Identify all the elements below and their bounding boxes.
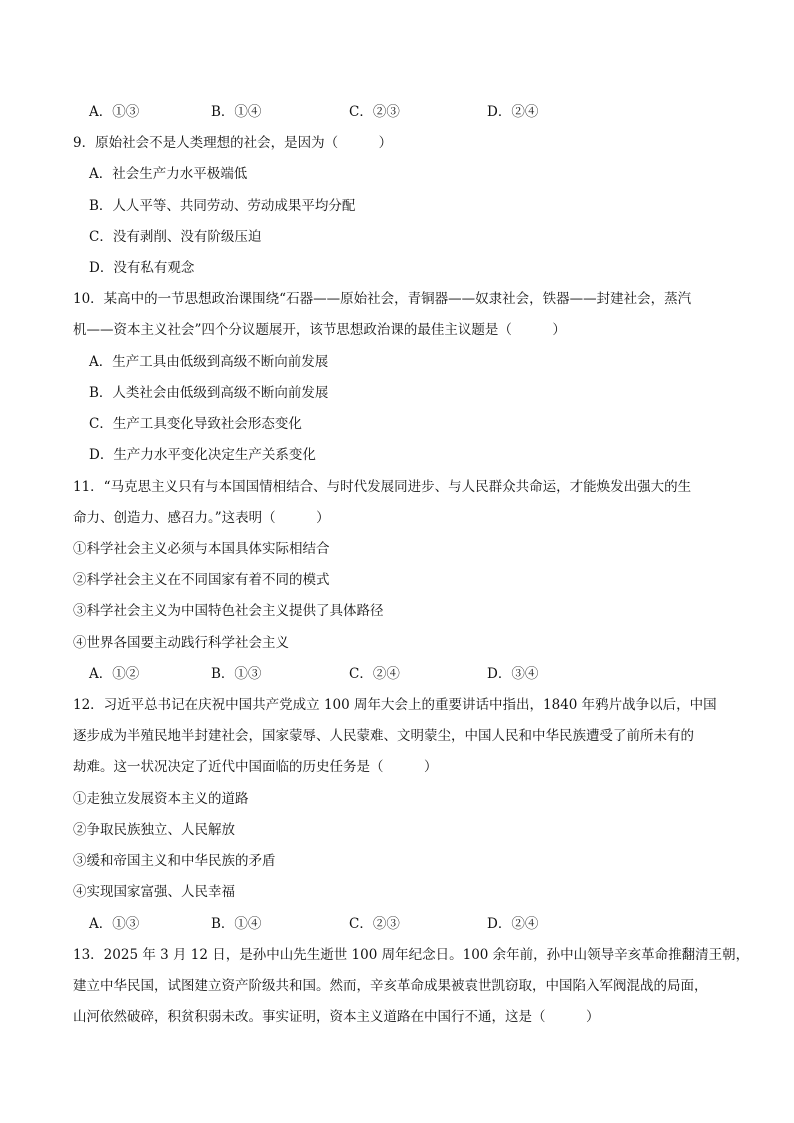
q11-option-d[interactable]: D．③④ [487,666,539,682]
q12-option-b[interactable]: B．①④ [211,916,262,932]
q11-options [0,665,794,683]
q11-stem-line-1: 11．“马克思主义只有与本国国情相结合、与时代发展同进步、与人民群众共命运，才能焕发出强大的生 [73,479,692,495]
q9-option-b[interactable]: B．人人平等、共同劳动、劳动成果平均分配 [89,198,356,214]
q11-statement-3: ③科学社会主义为中国特色社会主义提供了具体路径 [73,603,384,619]
q11-statement-1: ①科学社会主义必须与本国具体实际相结合 [73,541,330,557]
q8-option-a[interactable]: A．①③ [89,104,140,120]
q11-option-b[interactable]: B．①③ [211,666,262,682]
q13-stem-line-3: 山河依然破碎，积贫积弱未改。事实证明，资本主义道路在中国行不通，这是（ ） [73,1009,600,1025]
q8-option-d[interactable]: D．②④ [487,104,539,120]
q9-option-a[interactable]: A．社会生产力水平极端低 [89,166,248,182]
q12-statement-4: ④实现国家富强、人民幸福 [73,884,235,900]
q11-statement-2: ②科学社会主义在不同国家有着不同的模式 [73,572,330,588]
q12-option-c[interactable]: C．②③ [349,916,400,932]
q8-options [0,103,794,121]
q11-option-c[interactable]: C．②④ [349,666,400,682]
q12-stem-line-1: 12．习近平总书记在庆祝中国共产党成立 100 周年大会上的重要讲话中指出，1840 年鸦片战争以后，中国 [73,697,717,713]
q9-option-c[interactable]: C．没有剥削、没有阶级压迫 [89,229,262,245]
q13-stem-line-2: 建立中华民国，试图建立资产阶级共和国。然而，辛亥革命成果被袁世凯窃取，中国陷入军阀混战的局面， [73,978,708,994]
q10-stem-line-2: 机——资本主义社会”四个分议题展开，该节思想政治课的最佳主议题是（ ） [73,322,566,338]
q11-option-a[interactable]: A．①② [89,666,140,682]
q12-option-a[interactable]: A．①③ [89,916,140,932]
q11-statement-4: ④世界各国要主动践行科学社会主义 [73,635,289,651]
q12-options [0,915,794,933]
q9-stem: 9．原始社会不是人类理想的社会，是因为（ ） [73,135,393,151]
q10-option-d[interactable]: D．生产力水平变化决定生产关系变化 [89,447,316,463]
q10-option-c[interactable]: C．生产工具变化导致社会形态变化 [89,416,302,432]
q12-statement-2: ②争取民族独立、人民解放 [73,822,235,838]
q12-statement-3: ③缓和帝国主义和中华民族的矛盾 [73,853,276,869]
q11-stem-line-2: 命力、创造力、感召力。”这表明（ ） [73,510,330,526]
q10-option-a[interactable]: A．生产工具由低级到高级不断向前发展 [89,354,329,370]
q8-option-c[interactable]: C．②③ [349,104,400,120]
q12-stem-line-3: 劫难。这一状况决定了近代中国面临的历史任务是（ ） [73,759,438,775]
q13-stem-line-1: 13．2025 年 3 月 12 日，是孙中山先生逝世 100 周年纪念日。100 余年前，孙中山领导辛亥革命推翻清王朝， [73,947,750,963]
q12-option-d[interactable]: D．②④ [487,916,539,932]
q10-stem-line-1: 10．某高中的一节思想政治课围绕“石器——原始社会，青铜器——奴隶社会，铁器——封建社会，蒸汽 [73,291,692,307]
q12-statement-1: ①走独立发展资本主义的道路 [73,791,249,807]
q10-option-b[interactable]: B．人类社会由低级到高级不断向前发展 [89,385,329,401]
q9-option-d[interactable]: D．没有私有观念 [89,260,195,276]
q12-stem-line-2: 逐步成为半殖民地半封建社会，国家蒙辱、人民蒙难、文明蒙尘，中国人民和中华民族遭受了前所未有的 [73,728,694,744]
q8-option-b[interactable]: B．①④ [211,104,262,120]
